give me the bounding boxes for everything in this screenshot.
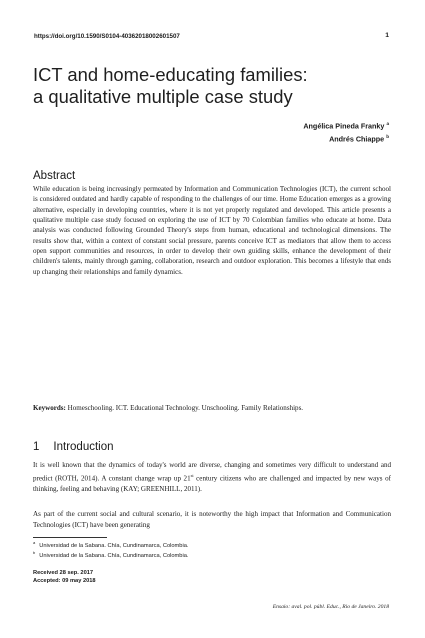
footnote-text: Universidad de la Sabana. Chía, Cundinamarca, Colombia. [39, 542, 189, 549]
title-line-2: a qualitative multiple case study [33, 86, 293, 107]
journal-footer: Ensaio: aval. pol. públ. Educ., Rio de Janeiro. 2018 [272, 604, 389, 610]
section-title: Introduction [53, 441, 114, 453]
text-run: century citizens who are challenged and impacted by new ways of thinking, feeling and behaving (KAY; GREENHILL, 2011). [33, 473, 391, 493]
section-number: 1 [33, 441, 40, 453]
author-name: Angélica Pineda Franky [303, 121, 385, 131]
keywords-label: Keywords: [33, 404, 66, 412]
abstract-text: While education is being increasingly permeated by Information and Communication Technologies (ICT), the current school is considered outdated and hardly capable of responding to the challenges of our time. Home Education emerges as a growing alternative, especially in developing countries, where it is not yet properly regulated and developed. This article presents a qualitative multiple case study focused on exploring the use of ICT by 70 Colombian families who educate at home. Data analysis was conducted following Grounded Theory's steps from human, educational and technological dimensions. The results show that, within a context of constant social pressure, parents conceive ICT as mediators that allow them to access open support communities and resources, in order to develop their own guiding skills, enhance the development of their children's talents, mainly through gaming, collaboration, research and outdoor exploration. This becomes a lifestyle that ends up changing their relationships and family dynamics. [33, 185, 391, 276]
author [303, 131, 389, 144]
author-list [303, 118, 389, 145]
author-name: Andrés Chiappe [329, 134, 385, 144]
intro-paragraph-2: As part of the current social and cultural scenario, it is noteworthy the high impact that Information and Communication Technologies (ICT) have been generating [33, 510, 391, 529]
abstract-heading: Abstract [33, 170, 76, 182]
keywords [33, 403, 391, 413]
superscript: st [190, 472, 194, 478]
intro-paragraph-1 [33, 460, 391, 494]
author-mark: a [386, 121, 389, 126]
author [303, 118, 389, 131]
doi-link[interactable]: https://doi.org/10.1590/S0104-40362018002601507 [34, 33, 180, 40]
footnote-mark: b [33, 550, 36, 555]
title-line-1: ICT and home-educating families: [33, 64, 308, 85]
footnote [33, 549, 188, 560]
author-mark: b [386, 134, 389, 140]
footnote-divider [33, 537, 107, 538]
article-dates [33, 569, 96, 585]
accepted-date: Accepted: 09 may 2018 [33, 578, 96, 584]
article-title [33, 64, 393, 108]
section-heading [33, 441, 128, 453]
keywords-text: Homeschooling. ICT. Educational Technology. Unschooling. Family Relationships. [67, 404, 304, 412]
footnote-mark: a [33, 540, 36, 545]
page-number: 1 [385, 32, 389, 39]
received-date: Received 28 sep. 2017 [33, 570, 94, 576]
text-run: It is well known that the dynamics of today's world are diverse, changing and sometimes very difficult to understand and predict (ROTH, 2014). A constant change wrap up 21 [33, 461, 391, 482]
footnote-text: Universidad de la Sabana. Chía, Cundinamarca, Colombia. [39, 552, 189, 559]
